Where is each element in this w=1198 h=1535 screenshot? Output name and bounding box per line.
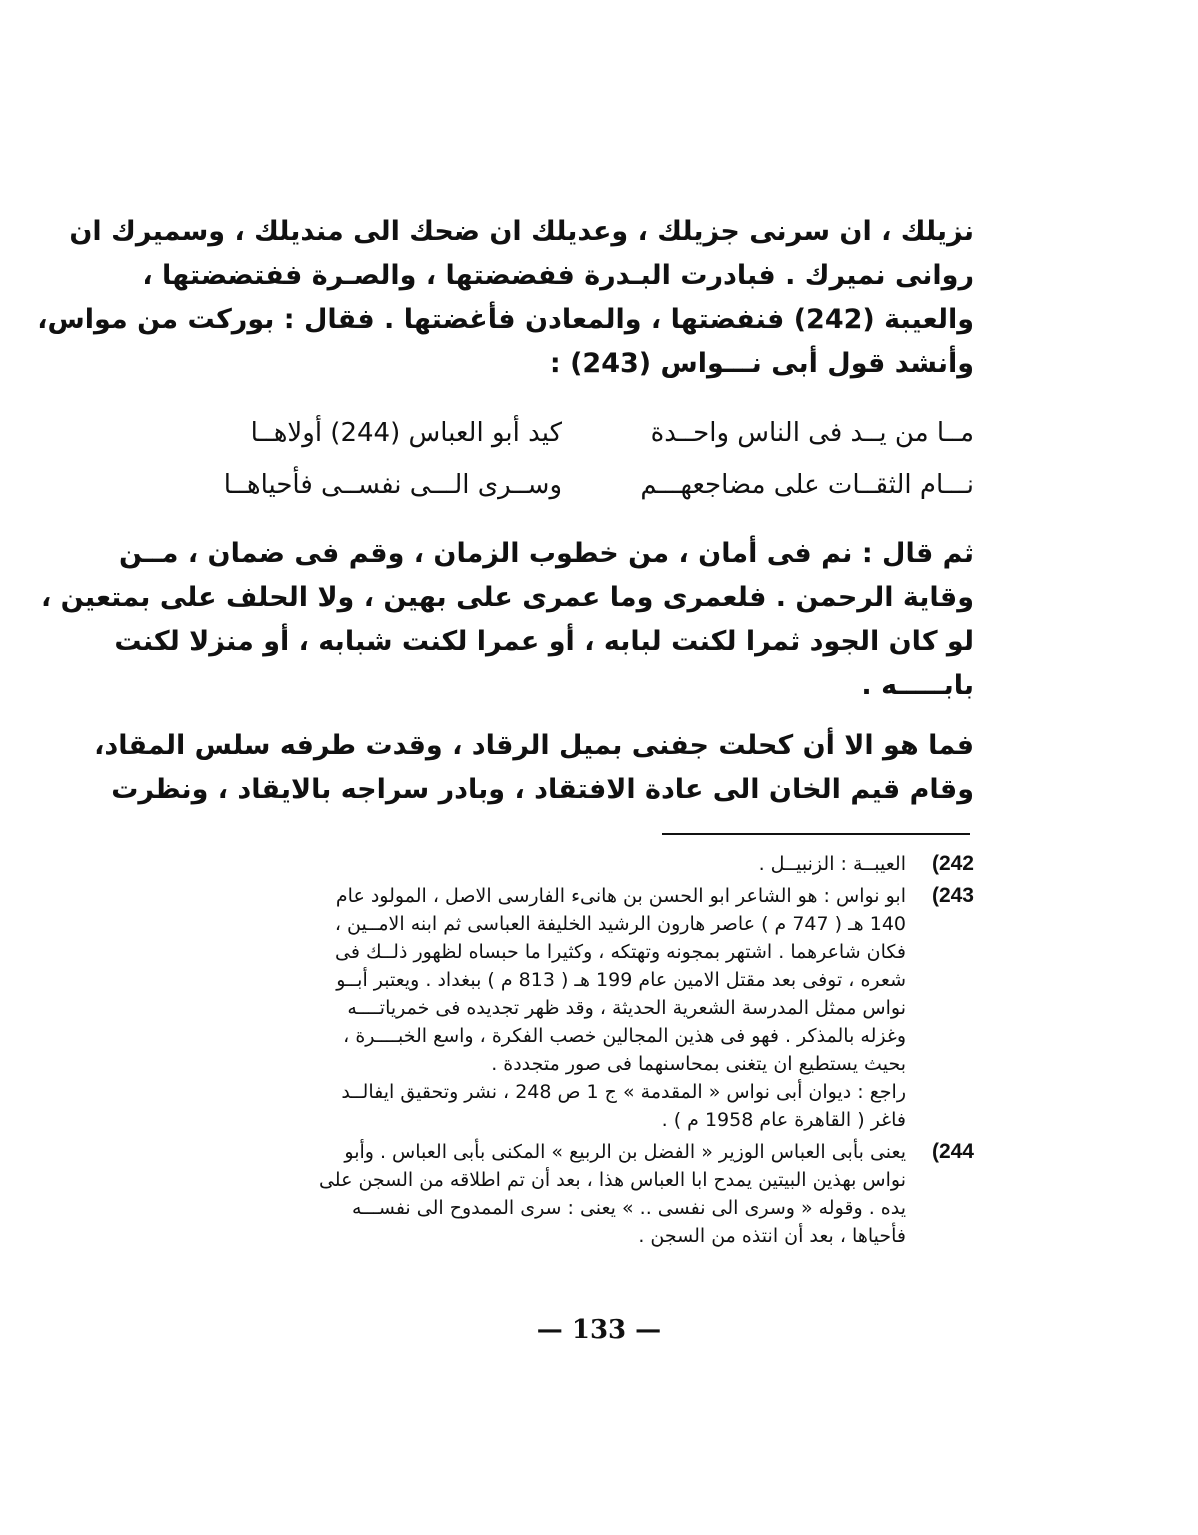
footnotes [222,850,974,1254]
footnote-line: يده . وقوله « وسرى الى نفسى .. » يعنى : سرى الممدوح الى نفســـه [351,1197,906,1219]
footnote-242 [222,850,974,878]
text-line: روانى نميرك . فبادرت البـدرة ففضضتها ، والصـرة ففتضضتها ، [142,260,974,291]
page-number: — 133 — [536,1315,662,1345]
paragraph-2 [40,532,974,708]
poem-verse-2 [222,460,974,510]
text-line: ثم قال : نم فى أمان ، من خطوب الزمان ، وقم فى ضمان ، مــن [119,538,974,569]
footnote-line: وغزله بالمذكر . فهو فى هذين المجالين خصب الفكرة ، واسع الخبــــرة ، [343,1025,906,1047]
text-line: لو كان الجود ثمرا لكنت لبابه ، أو عمرا لكنت شبابه ، أو منزلا لكنت [114,626,974,657]
poem-verse-1 [222,408,974,458]
footnote-line: نواس ممثل المدرسة الشعرية الحديثة ، وقد ظهر تجديده فى خمرياتــــه [347,997,906,1019]
text-line: بابـــــه . [861,670,974,701]
text-line: فما هو الا أن كحلت جفنى بميل الرقاد ، وقدت طرفه سلس المقاد، [94,730,974,761]
paragraph-3 [94,724,974,812]
footnote-line: العيبــة : الزنبيــل . [758,853,906,875]
footnote-line: ابو نواس : هو الشاعر ابو الحسن بن هانىء الفارسى الاصل ، المولود عام [335,885,906,907]
verse-first-hemistich: مــا من يــد فى الناس واحــدة [650,418,974,448]
verse-second-hemistich: وســرى الـــى نفســى فأحياهــا [223,470,562,500]
footnote-line: 140 هـ ( 747 م ) عاصر هارون الرشيد الخليفة العباسى ثم ابنه الامــين ، [334,913,906,935]
footnote-number: 242) [931,852,974,875]
text-line: نزيلك ، ان سرنى جزيلك ، وعديلك ان ضحك الى منديلك ، وسميرك ان [69,216,974,247]
footnote-line: راجع : ديوان أبى نواس « المقدمة » ج 1 ص 248 ، نشر وتحقيق ايفالــد [341,1081,906,1103]
footnote-line: بحيث يستطيع ان يتغنى بمحاسنهما فى صور متجددة . [491,1053,906,1075]
text-line: والعيبة (242) فنفضتها ، والمعادن فأغضتها . فقال : بوركت من مواس، [37,304,974,335]
footnote-number: 243) [931,884,974,907]
text-line: وأنشد قول أبى نـــواس (243) : [549,348,974,379]
footnote-line: فاغر ( القاهرة عام 1958 م ) . [661,1109,906,1131]
footnote-244 [222,1138,974,1250]
footnote-line: يعنى بأبى العباس الوزير « الفضل بن الربيع » المكنى بأبى العباس . وأبو [344,1141,906,1163]
footnote-line: شعره ، توفى بعد مقتل الامين عام 199 هـ ( 813 م ) ببغداد . ويعتبر أبــو [336,969,906,991]
footnote-number: 244) [931,1140,974,1163]
footnote-line: فكان شاعرهما . اشتهر بمجونه وتهتكه ، وكثيرا ما حبساه لظهور ذلــك فى [335,941,906,963]
text-line: وقاية الرحمن . فلعمرى وما عمرى على بهين ، ولا الحلف على بمتعين ، [40,582,974,613]
text-line: وقام قيم الخان الى عادة الافتقاد ، وبادر سراجه بالايقاد ، ونظرت [111,774,974,805]
verse-first-hemistich: نـــام الثقــات على مضاجعهـــم [640,470,974,500]
footnote-line: فأحياها ، بعد أن انتذه من السجن . [638,1225,906,1247]
paragraph-1 [37,210,974,386]
verse-second-hemistich: كيد أبو العباس (244) أولاهــا [250,418,562,448]
footnote-243 [222,882,974,1134]
footnote-line: نواس بهذين البيتين يمدح ابا العباس هذا ، بعد أن تم اطلاقه من السجن على [318,1169,906,1191]
footnote-separator [662,833,970,835]
